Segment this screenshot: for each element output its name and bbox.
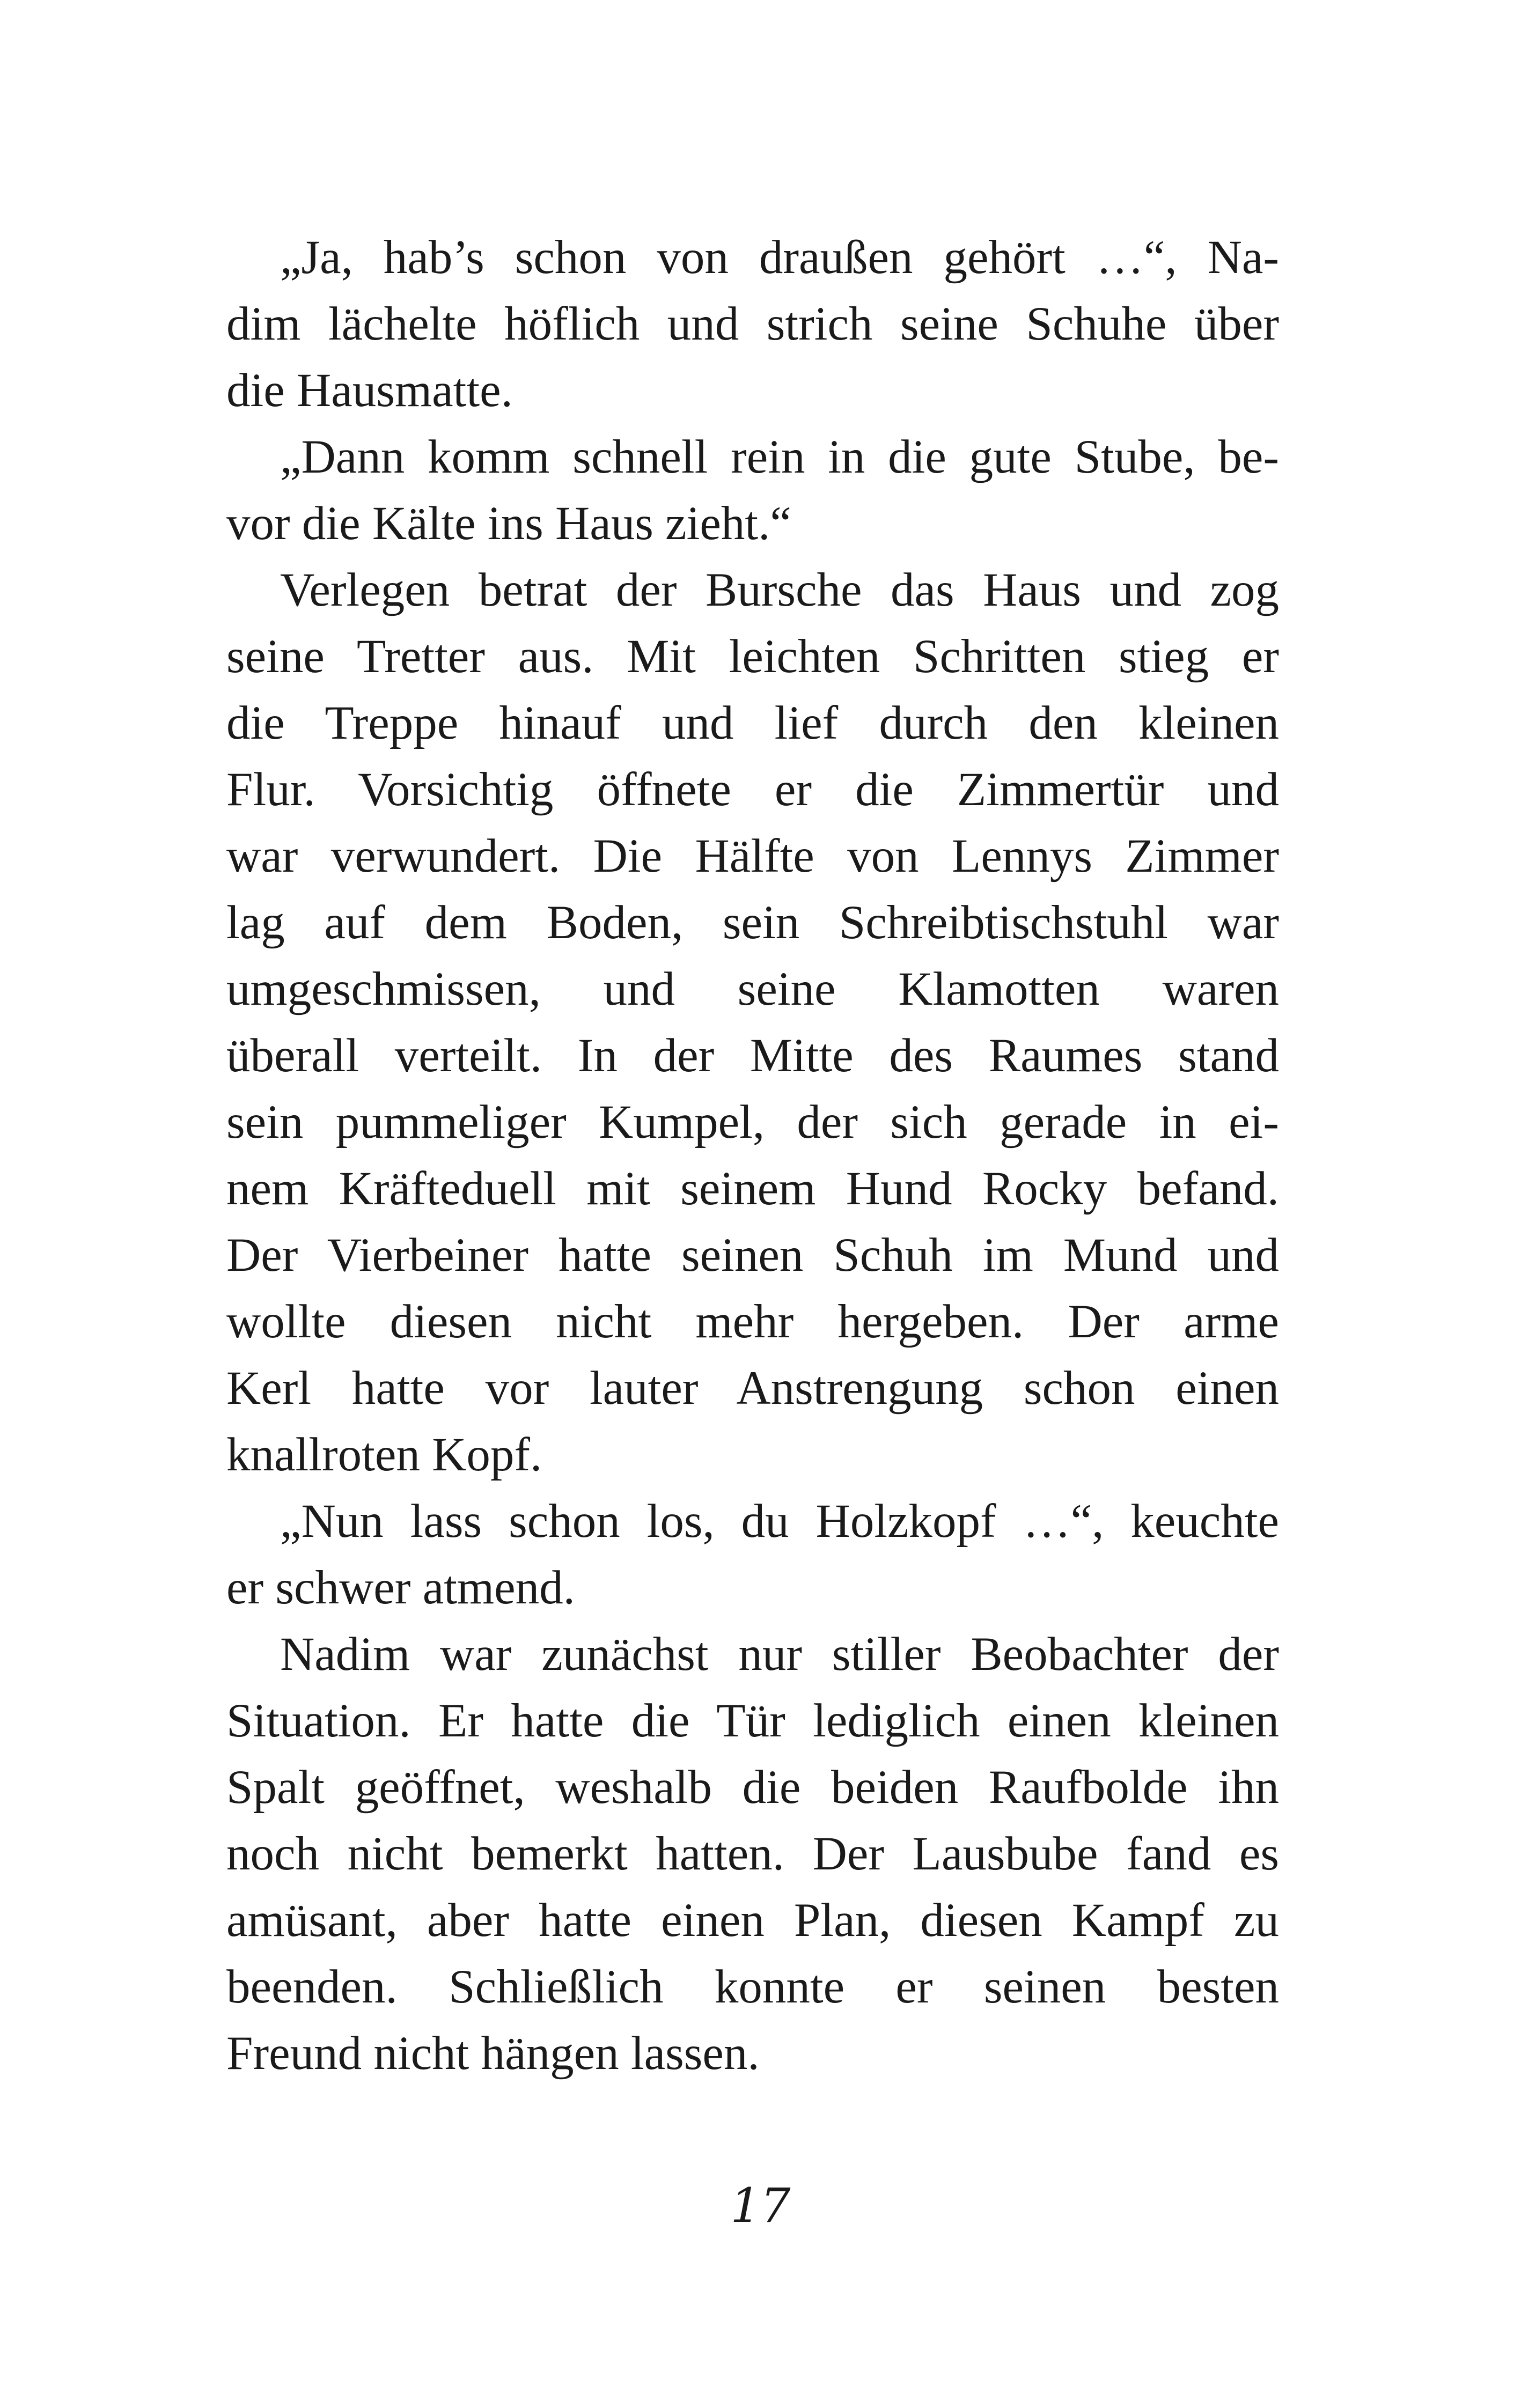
text-line: lag auf dem Boden, sein Schreibtischstuhl war (226, 896, 1279, 949)
page-number: 17 (730, 2178, 791, 2233)
text-line: die Treppe hinauf und lief durch den kleinen (226, 697, 1279, 749)
text-line: wollte diesen nicht mehr hergeben. Der arme (226, 1295, 1279, 1348)
text-line: Flur. Vorsichtig öffnete er die Zimmertür und (226, 763, 1279, 816)
text-line: noch nicht bemerkt hatten. Der Lausbube fand es (226, 1828, 1279, 1880)
text-line: Der Vierbeiner hatte seinen Schuh im Mund und (226, 1229, 1279, 1282)
text-line: umgeschmissen, und seine Klamotten waren (226, 963, 1279, 1015)
text-line: seine Tretter aus. Mit leichten Schritten stieg er (226, 630, 1279, 683)
text-line: er schwer atmend. (226, 1562, 575, 1614)
text-line: war verwundert. Die Hälfte von Lennys Zimmer (226, 830, 1279, 882)
text-line: dim lächelte höflich und strich seine Schuhe über (226, 298, 1279, 350)
text-line: die Hausmatte. (226, 364, 513, 417)
text-line: sein pummeliger Kumpel, der sich gerade in ei- (226, 1096, 1279, 1148)
text-line: beenden. Schließlich konnte er seinen besten (226, 1961, 1279, 2013)
text-line: Situation. Er hatte die Tür lediglich einen kleinen (226, 1695, 1279, 1747)
text-line: „Ja, hab’s schon von draußen gehört …“, Na- (280, 231, 1279, 284)
text-line: Verlegen betrat der Bursche das Haus und zog (280, 564, 1279, 616)
text-line: „Nun lass schon los, du Holzkopf …“, keuchte (280, 1495, 1279, 1548)
text-line: Freund nicht hängen lassen. (226, 2027, 760, 2080)
text-line: Nadim war zunächst nur stiller Beobachter der (280, 1628, 1279, 1681)
text-line: knallroten Kopf. (226, 1428, 542, 1481)
text-line: vor die Kälte ins Haus zieht.“ (226, 497, 791, 550)
text-line: „Dann komm schnell rein in die gute Stube, be- (280, 431, 1279, 483)
text-line: nem Kräfteduell mit seinem Hund Rocky befand. (226, 1162, 1279, 1215)
text-line: Spalt geöffnet, weshalb die beiden Raufbolde ihn (226, 1761, 1279, 1814)
text-line: amüsant, aber hatte einen Plan, diesen Kampf zu (226, 1894, 1279, 1947)
text-line: Kerl hatte vor lauter Anstrengung schon einen (226, 1362, 1279, 1415)
text-line: überall verteilt. In der Mitte des Raumes stand (226, 1029, 1279, 1082)
